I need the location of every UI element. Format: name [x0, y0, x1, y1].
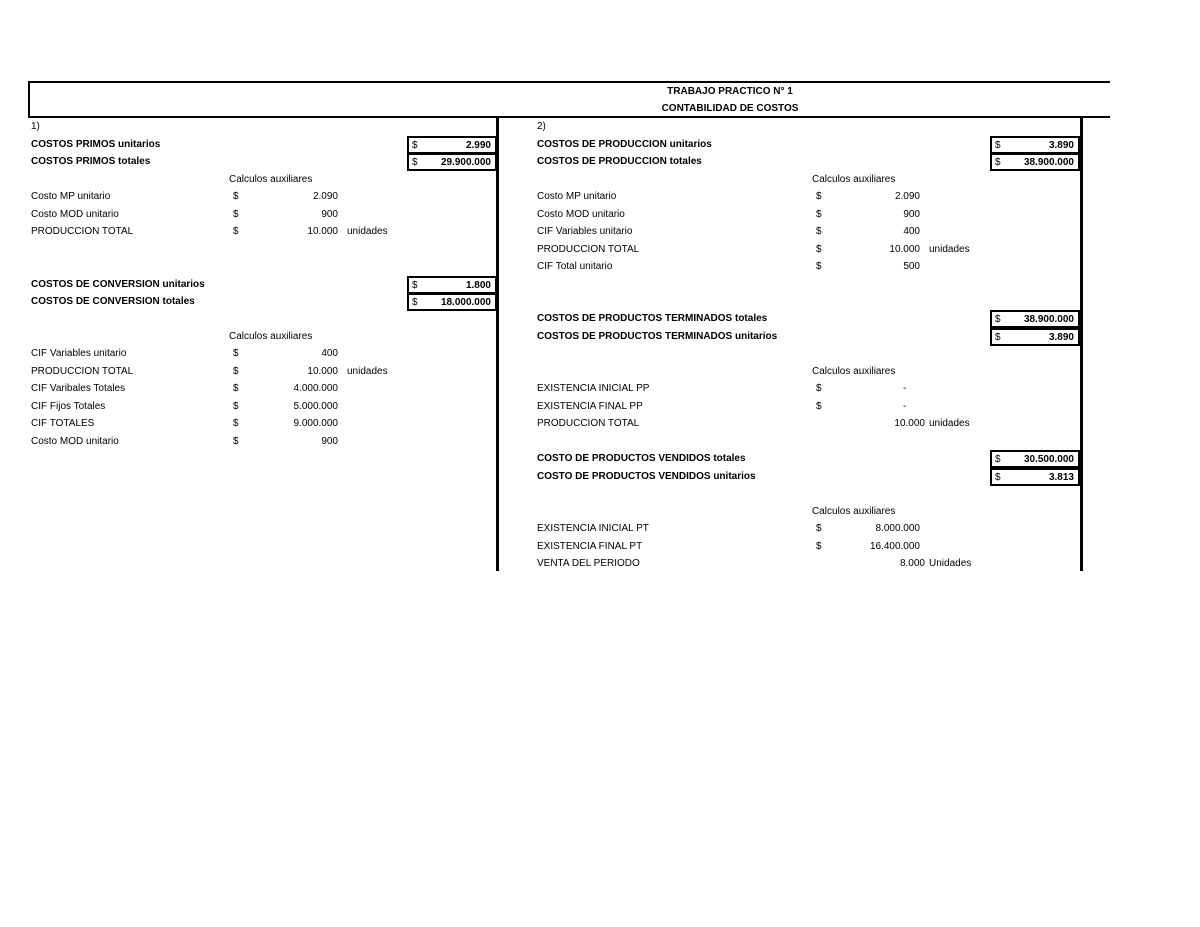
productos-vendidos-totales-value: 30.500.000 — [1023, 454, 1074, 465]
aux-row-currency: $ — [816, 261, 822, 272]
aux-row-unit: unidades — [347, 226, 388, 237]
costos-produccion-totales-label: COSTOS DE PRODUCCION totales — [537, 156, 702, 167]
aux-row-value: 2.090 — [312, 191, 338, 202]
aux-row-value: 10.000 — [307, 366, 338, 377]
currency-symbol: $ — [995, 472, 1001, 483]
costos-conversion-totales-value: 18.000.000 — [440, 297, 491, 308]
aux-row-label: PRODUCCION TOTAL — [537, 244, 640, 255]
currency-symbol: $ — [995, 332, 1001, 343]
costos-primos-totales-label: COSTOS PRIMOS totales — [31, 156, 151, 167]
productos-terminados-unitarios-value: 3.890 — [1048, 332, 1074, 343]
aux-row-label: Costo MP unitario — [537, 191, 617, 202]
currency-symbol: $ — [412, 140, 418, 151]
aux-row-value: 8.000.000 — [875, 523, 920, 534]
aux-row-currency: $ — [816, 244, 822, 255]
productos-terminados-totales-value: 38.900.000 — [1023, 314, 1074, 325]
aux-title: Calculos auxiliares — [229, 331, 313, 342]
aux-row-label: Costo MOD unitario — [537, 209, 625, 220]
costos-primos-unitarios-value: 2.990 — [465, 140, 491, 151]
aux-row-label: CIF Variables unitario — [537, 226, 633, 237]
aux-row-value: 2.090 — [894, 191, 920, 202]
aux-row-label: PRODUCCION TOTAL — [537, 418, 640, 429]
costos-conversion-unitarios-value: 1.800 — [465, 280, 491, 291]
aux-row-unit: unidades — [929, 244, 970, 255]
aux-row-label: EXISTENCIA INICIAL PT — [537, 523, 649, 534]
costos-produccion-unitarios-box — [990, 136, 1080, 154]
aux-row-currency: $ — [233, 383, 239, 394]
aux-row-value: 9.000.000 — [293, 418, 338, 429]
aux-row-value: - — [903, 401, 907, 412]
costos-primos-unitarios-box — [407, 136, 497, 154]
aux-row-value: 16.400.000 — [869, 541, 920, 552]
currency-symbol: $ — [995, 454, 1001, 465]
aux-row-label: Costo MOD unitario — [31, 436, 119, 447]
currency-symbol: $ — [412, 157, 418, 168]
productos-vendidos-totales-box — [990, 450, 1080, 468]
aux-row-currency: $ — [816, 523, 822, 534]
aux-row-currency: $ — [816, 401, 822, 412]
aux-row-label: Costo MP unitario — [31, 191, 111, 202]
costos-conversion-unitarios-box — [407, 276, 497, 294]
aux-row-label: CIF Variables unitario — [31, 348, 127, 359]
aux-row-currency: $ — [816, 383, 822, 394]
aux-row-value: - — [903, 383, 907, 394]
aux-title: Calculos auxiliares — [812, 366, 896, 377]
aux-row-value: 10.000 — [889, 244, 920, 255]
currency-symbol: $ — [412, 280, 418, 291]
aux-row-currency: $ — [816, 209, 822, 220]
aux-row-value: 10.000 — [307, 226, 338, 237]
aux-row-value: 900 — [321, 436, 338, 447]
aux-row-value: 10.000 — [894, 418, 925, 429]
page-title: TRABAJO PRACTICO N° 1 — [667, 86, 793, 97]
aux-row-currency: $ — [233, 418, 239, 429]
aux-row-currency: $ — [233, 226, 239, 237]
aux-row-value: 500 — [903, 261, 920, 272]
center-divider — [496, 116, 499, 571]
aux-row-label: VENTA DEL PERIODO — [537, 558, 640, 569]
aux-row-currency: $ — [233, 348, 239, 359]
costos-conversion-totales-label: COSTOS DE CONVERSION totales — [31, 296, 195, 307]
costos-produccion-unitarios-label: COSTOS DE PRODUCCION unitarios — [537, 139, 712, 150]
productos-terminados-unitarios-box — [990, 328, 1080, 346]
aux-row-label: CIF TOTALES — [31, 418, 95, 429]
costos-conversion-unitarios-label: COSTOS DE CONVERSION unitarios — [31, 279, 205, 290]
productos-terminados-unitarios-label: COSTOS DE PRODUCTOS TERMINADOS unitarios — [537, 331, 778, 342]
aux-row-value: 900 — [903, 209, 920, 220]
aux-row-label: EXISTENCIA FINAL PP — [537, 401, 643, 412]
aux-row-value: 8.000 — [899, 558, 925, 569]
aux-row-currency: $ — [816, 191, 822, 202]
aux-row-label: CIF Fijos Totales — [31, 401, 106, 412]
productos-vendidos-unitarios-box — [990, 468, 1080, 486]
costos-primos-unitarios-label: COSTOS PRIMOS unitarios — [31, 139, 161, 150]
header-top-border — [28, 81, 1110, 83]
header-bottom-border — [28, 116, 1110, 118]
costos-primos-totales-box — [407, 153, 497, 171]
aux-row-value: 5.000.000 — [293, 401, 338, 412]
section-1-number: 1) — [31, 121, 40, 132]
aux-row-currency: $ — [233, 209, 239, 220]
aux-row-label: EXISTENCIA INICIAL PP — [537, 383, 650, 394]
aux-row-value: 900 — [321, 209, 338, 220]
header-left-border — [28, 81, 30, 118]
costos-produccion-totales-box — [990, 153, 1080, 171]
currency-symbol: $ — [412, 297, 418, 308]
right-border — [1080, 116, 1083, 571]
aux-row-label: PRODUCCION TOTAL — [31, 366, 134, 377]
aux-row-label: PRODUCCION TOTAL — [31, 226, 134, 237]
aux-title: Calculos auxiliares — [812, 506, 896, 517]
aux-row-currency: $ — [233, 401, 239, 412]
aux-row-currency: $ — [233, 191, 239, 202]
currency-symbol: $ — [995, 140, 1001, 151]
aux-row-currency: $ — [816, 226, 822, 237]
productos-vendidos-totales-label: COSTO DE PRODUCTOS VENDIDOS totales — [537, 453, 746, 464]
costos-conversion-totales-box — [407, 293, 497, 311]
aux-row-currency: $ — [233, 436, 239, 447]
aux-row-currency: $ — [816, 541, 822, 552]
aux-row-currency: $ — [233, 366, 239, 377]
productos-terminados-totales-label: COSTOS DE PRODUCTOS TERMINADOS totales — [537, 313, 768, 324]
productos-vendidos-unitarios-value: 3.813 — [1048, 472, 1074, 483]
productos-vendidos-unitarios-label: COSTO DE PRODUCTOS VENDIDOS unitarios — [537, 471, 756, 482]
aux-title: Calculos auxiliares — [229, 174, 313, 185]
costos-produccion-unitarios-value: 3.890 — [1048, 140, 1074, 151]
page-subtitle: CONTABILIDAD DE COSTOS — [661, 103, 799, 114]
aux-row-value: 4.000.000 — [293, 383, 338, 394]
currency-symbol: $ — [995, 314, 1001, 325]
aux-row-label: EXISTENCIA FINAL PT — [537, 541, 643, 552]
aux-row-label: Costo MOD unitario — [31, 209, 119, 220]
costos-produccion-totales-value: 38.900.000 — [1023, 157, 1074, 168]
currency-symbol: $ — [995, 157, 1001, 168]
aux-row-label: CIF Varibales Totales — [31, 383, 126, 394]
section-2-number: 2) — [537, 121, 546, 132]
aux-row-label: CIF Total unitario — [537, 261, 613, 272]
aux-row-unit: unidades — [347, 366, 388, 377]
aux-row-value: 400 — [903, 226, 920, 237]
costos-primos-totales-value: 29.900.000 — [440, 157, 491, 168]
aux-row-unit: unidades — [929, 418, 970, 429]
productos-terminados-totales-box — [990, 310, 1080, 328]
aux-row-unit: Unidades — [929, 558, 972, 569]
aux-row-value: 400 — [321, 348, 338, 359]
aux-title: Calculos auxiliares — [812, 174, 896, 185]
